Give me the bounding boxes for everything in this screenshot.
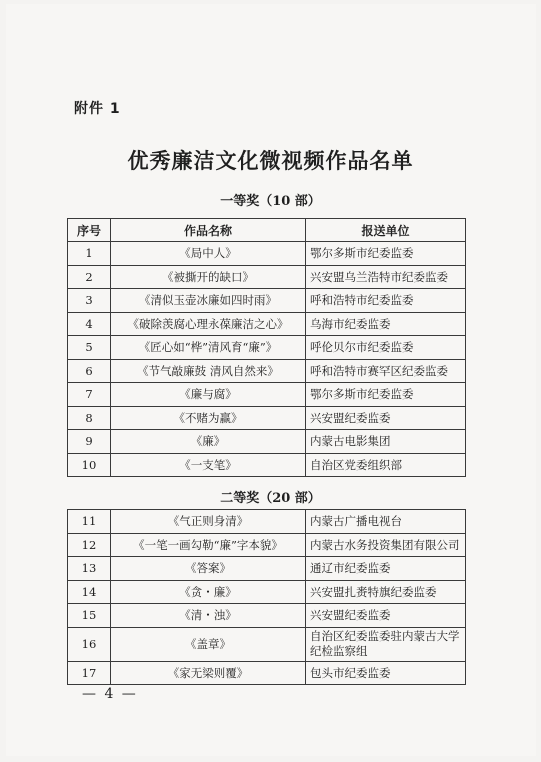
table-row bbox=[68, 453, 466, 477]
work-name: 《不赌为赢》 bbox=[111, 406, 306, 430]
first-prize-table bbox=[67, 218, 466, 477]
work-name: 《破除羡腐心理永葆廉洁之心》 bbox=[111, 312, 306, 336]
table-row bbox=[68, 533, 466, 557]
row-number: 2 bbox=[68, 265, 111, 289]
submitting-unit: 内蒙古水务投资集团有限公司 bbox=[306, 533, 466, 557]
table-row bbox=[68, 312, 466, 336]
work-name: 《家无梁则覆》 bbox=[111, 661, 306, 685]
submitting-unit: 兴安盟扎赉特旗纪委监委 bbox=[306, 580, 466, 604]
second-prize-table bbox=[67, 509, 466, 685]
first-prize-heading: 一等奖（10 部） bbox=[220, 194, 321, 209]
submitting-unit: 呼伦贝尔市纪委监委 bbox=[306, 336, 466, 360]
row-number: 11 bbox=[68, 510, 111, 534]
submitting-unit: 内蒙古电影集团 bbox=[306, 430, 466, 454]
table-row bbox=[68, 289, 466, 313]
table-row bbox=[68, 430, 466, 454]
submitting-unit: 兴安盟纪委监委 bbox=[306, 406, 466, 430]
row-number: 4 bbox=[68, 312, 111, 336]
submitting-unit: 自治区党委组织部 bbox=[306, 453, 466, 477]
work-name: 《答案》 bbox=[111, 557, 306, 581]
table-row bbox=[68, 604, 466, 628]
table-row bbox=[68, 580, 466, 604]
table-row bbox=[68, 242, 466, 266]
page-title: 优秀廉洁文化微视频作品名单 bbox=[127, 148, 414, 173]
table-row bbox=[68, 661, 466, 685]
table-row bbox=[68, 359, 466, 383]
column-header-number: 序号 bbox=[68, 219, 111, 242]
row-number: 10 bbox=[68, 453, 111, 477]
submitting-unit: 通辽市纪委监委 bbox=[306, 557, 466, 581]
submitting-unit: 兴安盟纪委监委 bbox=[306, 604, 466, 628]
work-name: 《气正则身清》 bbox=[111, 510, 306, 534]
row-number: 8 bbox=[68, 406, 111, 430]
row-number: 5 bbox=[68, 336, 111, 360]
attachment-label: 附件 1 bbox=[74, 101, 121, 117]
row-number: 13 bbox=[68, 557, 111, 581]
table-row bbox=[68, 510, 466, 534]
column-header-unit: 报送单位 bbox=[306, 219, 466, 242]
row-number: 6 bbox=[68, 359, 111, 383]
submitting-unit: 乌海市纪委监委 bbox=[306, 312, 466, 336]
page-number: — 4 — bbox=[82, 686, 138, 702]
table-row bbox=[68, 406, 466, 430]
second-prize-heading: 二等奖（20 部） bbox=[220, 491, 321, 506]
row-number: 3 bbox=[68, 289, 111, 313]
work-name: 《一笔一画勾勒“廉”字本貌》 bbox=[111, 533, 306, 557]
table-header-row bbox=[68, 219, 466, 242]
work-name: 《匠心如“桦”清风育“廉”》 bbox=[111, 336, 306, 360]
work-name: 《盖章》 bbox=[111, 627, 306, 661]
work-name: 《贪・廉》 bbox=[111, 580, 306, 604]
submitting-unit: 呼和浩特市纪委监委 bbox=[306, 289, 466, 313]
row-number: 17 bbox=[68, 661, 111, 685]
column-header-name: 作品名称 bbox=[111, 219, 306, 242]
submitting-unit: 鄂尔多斯市纪委监委 bbox=[306, 242, 466, 266]
row-number: 12 bbox=[68, 533, 111, 557]
work-name: 《清・浊》 bbox=[111, 604, 306, 628]
work-name: 《一支笔》 bbox=[111, 453, 306, 477]
row-number: 9 bbox=[68, 430, 111, 454]
table-row bbox=[68, 265, 466, 289]
submitting-unit: 鄂尔多斯市纪委监委 bbox=[306, 383, 466, 407]
row-number: 1 bbox=[68, 242, 111, 266]
submitting-unit: 兴安盟乌兰浩特市纪委监委 bbox=[306, 265, 466, 289]
table-row bbox=[68, 383, 466, 407]
row-number: 16 bbox=[68, 627, 111, 661]
table-row bbox=[68, 557, 466, 581]
submitting-unit: 自治区纪委监委驻内蒙古大学纪检监察组 bbox=[306, 627, 466, 661]
row-number: 7 bbox=[68, 383, 111, 407]
row-number: 14 bbox=[68, 580, 111, 604]
submitting-unit: 呼和浩特市赛罕区纪委监委 bbox=[306, 359, 466, 383]
submitting-unit: 内蒙古广播电视台 bbox=[306, 510, 466, 534]
table-row bbox=[68, 627, 466, 661]
work-name: 《被撕开的缺口》 bbox=[111, 265, 306, 289]
work-name: 《廉与腐》 bbox=[111, 383, 306, 407]
work-name: 《节气敲廉鼓 清风自然来》 bbox=[111, 359, 306, 383]
work-name: 《清似玉壶冰廉如四时雨》 bbox=[111, 289, 306, 313]
row-number: 15 bbox=[68, 604, 111, 628]
work-name: 《局中人》 bbox=[111, 242, 306, 266]
work-name: 《廉》 bbox=[111, 430, 306, 454]
submitting-unit: 包头市纪委监委 bbox=[306, 661, 466, 685]
table-row bbox=[68, 336, 466, 360]
